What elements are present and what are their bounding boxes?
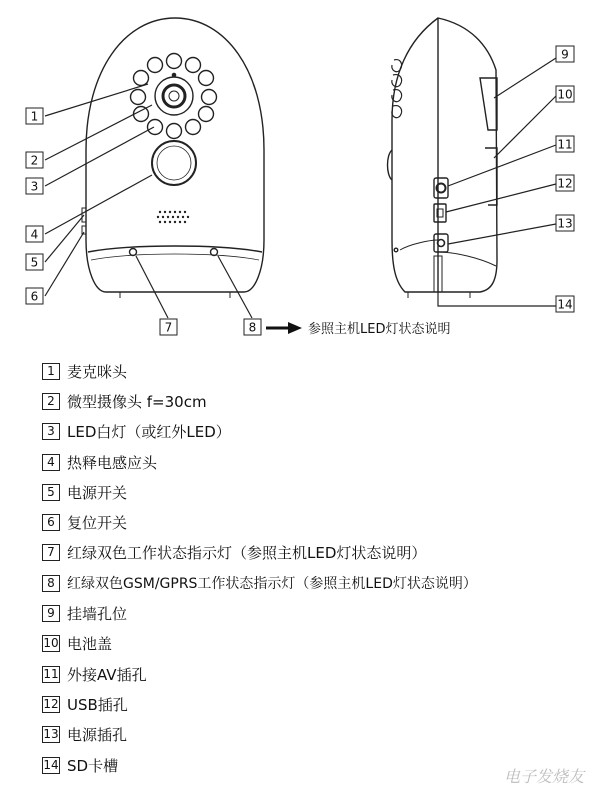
wall-mount-slot	[480, 78, 497, 130]
callout-14: 14	[557, 297, 573, 312]
legend-number: 3	[42, 423, 60, 440]
legend-item	[42, 750, 477, 780]
legend-item	[42, 598, 477, 628]
legend-label: 红绿双色GSM/GPRS工作状态指示灯（参照主机LED灯状态说明）	[67, 576, 477, 593]
callout-12: 12	[557, 176, 573, 191]
leader-lines	[45, 58, 556, 318]
callout-1: 1	[30, 109, 39, 124]
front-base-band	[88, 246, 262, 252]
legend-item	[42, 417, 477, 447]
legend-number: 4	[42, 454, 60, 471]
legend-number: 14	[43, 757, 59, 772]
callout-11: 11	[557, 137, 573, 152]
legend-label: 微型摄像头 f=30cm	[67, 392, 207, 411]
legend-label: 复位开关	[67, 514, 128, 533]
legend-number: 6	[42, 514, 60, 531]
note-arrow	[266, 322, 302, 334]
legend-item	[42, 447, 477, 477]
legend-item	[42, 507, 477, 537]
legend-item	[42, 386, 477, 416]
callout-2: 2	[30, 153, 39, 168]
legend-list	[42, 356, 477, 780]
legend-label: USB插孔	[67, 695, 128, 714]
legend-number: 13	[43, 727, 59, 742]
microphone-hole	[172, 73, 175, 76]
led-ring	[131, 54, 217, 139]
legend-number: 9	[42, 605, 60, 622]
status-led-gsm	[211, 249, 218, 256]
device-diagram	[0, 0, 596, 345]
legend-number: 7	[42, 544, 60, 561]
legend-number: 12	[43, 696, 59, 711]
legend-number: 1	[42, 363, 60, 380]
legend-label: 麦克咪头	[67, 362, 128, 381]
legend-label: SD卡槽	[67, 756, 119, 775]
arrow-note-text: 参照主机LED灯状态说明	[308, 322, 451, 337]
legend-number: 10	[43, 636, 59, 651]
legend-item	[42, 568, 477, 598]
side-view	[388, 18, 498, 298]
legend-item	[42, 477, 477, 507]
legend-label: 外接AV插孔	[67, 665, 147, 684]
legend-item	[42, 689, 477, 719]
callout-9: 9	[561, 47, 569, 62]
legend-label: 热释电感应头	[67, 453, 158, 472]
callout-6: 6	[30, 289, 39, 304]
legend-item	[42, 659, 477, 689]
legend-item	[42, 356, 477, 386]
callout-7: 7	[164, 320, 173, 335]
legend-item	[42, 720, 477, 750]
callout-8: 8	[248, 320, 257, 335]
callout-4: 4	[30, 227, 39, 242]
legend-label: 电源插孔	[67, 726, 128, 745]
legend-label: 挂墙孔位	[67, 605, 128, 624]
callout-5: 5	[30, 255, 39, 270]
callout-3: 3	[30, 179, 39, 194]
legend-number: 5	[42, 484, 60, 501]
callout-13: 13	[557, 216, 573, 231]
callout-10: 10	[557, 87, 573, 102]
power-port	[434, 234, 448, 252]
camera-lens-housing	[155, 77, 193, 115]
front-body-outline	[86, 18, 264, 292]
legend-label: 红绿双色工作状态指示灯（参照主机LED灯状态说明）	[67, 544, 427, 563]
legend-label: 电池盖	[67, 635, 113, 654]
legend-item	[42, 629, 477, 659]
speaker-grille	[157, 211, 189, 223]
front-view	[82, 18, 264, 298]
camera-lens	[163, 85, 185, 107]
watermark: 电子发烧友	[503, 767, 584, 786]
usb-port	[434, 204, 446, 222]
legend-number: 2	[42, 393, 60, 410]
legend-label: 电源开关	[67, 483, 128, 502]
front-base-inner	[91, 254, 259, 260]
legend-item	[42, 538, 477, 568]
side-body-outline	[392, 18, 497, 292]
legend-number: 11	[43, 666, 59, 681]
status-led-work	[130, 249, 137, 256]
legend-number: 8	[42, 575, 60, 592]
legend-label: LED白灯（或红外LED）	[67, 423, 231, 442]
pir-sensor	[152, 141, 196, 185]
